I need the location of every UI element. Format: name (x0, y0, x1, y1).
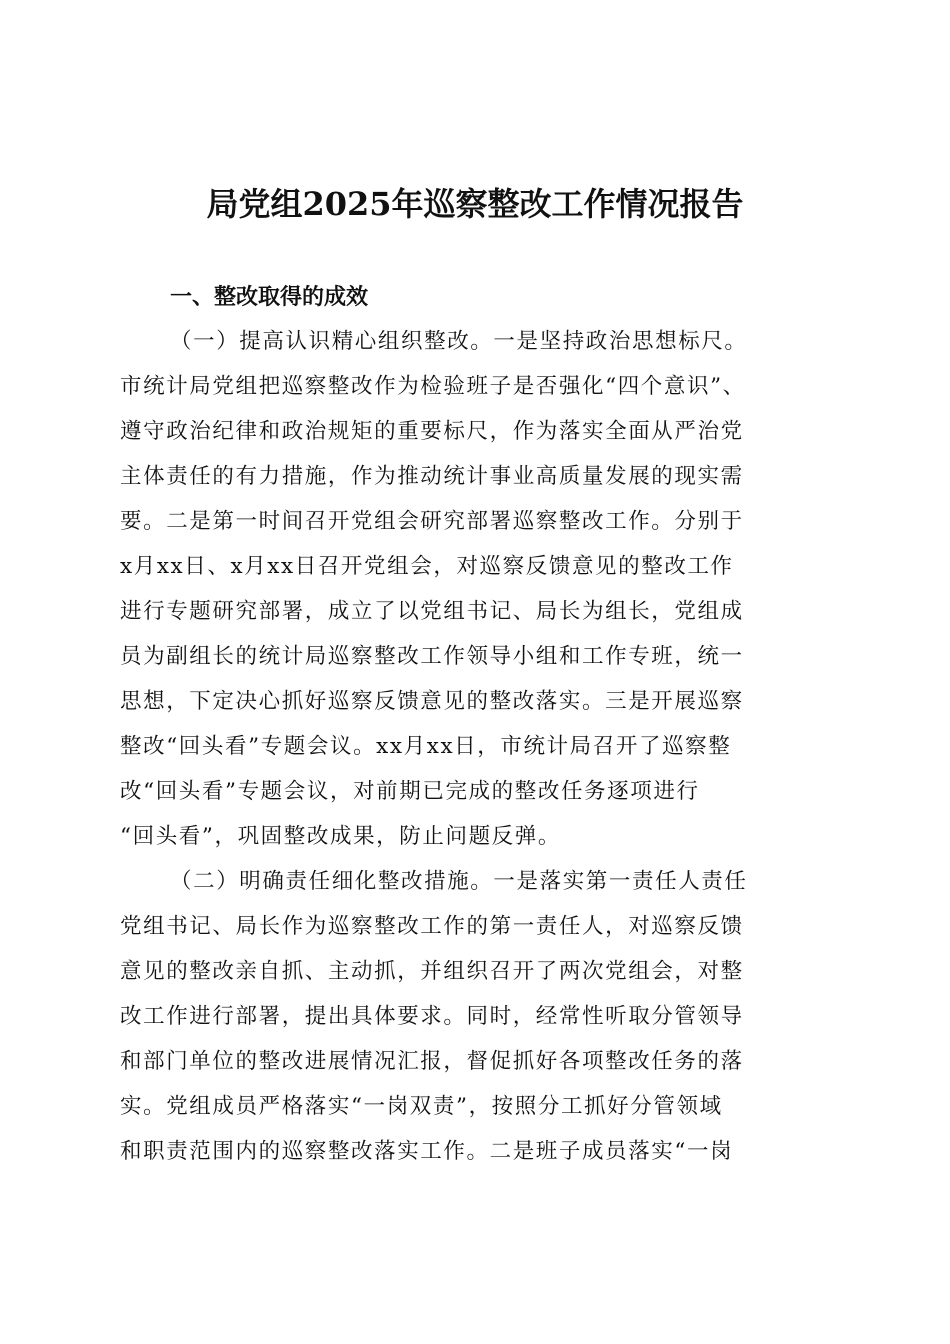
paragraph-line: 党组书记、局长作为巡察整改工作的第一责任人，对巡察反馈 (120, 914, 744, 939)
paragraph-line: “回头看”，巩固整改成果，防止问题反弹。 (120, 824, 561, 849)
paragraph-line: 实。党组成员严格落实“一岗双责”，按照分工抓好分管领域 (120, 1094, 723, 1119)
paragraph-line: 遵守政治纪律和政治规矩的重要标尺，作为落实全面从严治党 (120, 419, 744, 444)
paragraph-line: 和职责范围内的巡察整改落实工作。二是班子成员落实“一岗 (120, 1139, 734, 1164)
document-title: 局党组2025年巡察整改工作情况报告 (206, 185, 744, 223)
paragraph-line: 整改“回头看”专题会议。xx月xx日，市统计局召开了巡察整 (120, 734, 732, 759)
paragraph-line: （二）明确责任细化整改措施。一是落实第一责任人责任 (170, 869, 748, 894)
paragraph-line: 和部门单位的整改进展情况汇报，督促抓好各项整改任务的落 (120, 1049, 744, 1074)
paragraph-line: 进行专题研究部署，成立了以党组书记、局长为组长，党组成 (120, 599, 744, 624)
paragraph-line: 要。二是第一时间召开党组会研究部署巡察整改工作。分别于 (120, 509, 744, 534)
paragraph-line: 市统计局党组把巡察整改作为检验班子是否强化“四个意识”、 (120, 374, 746, 399)
section-heading: 一、整改取得的成效 (170, 285, 369, 310)
paragraph-line: 员为副组长的统计局巡察整改工作领导小组和工作专班，统一 (120, 644, 744, 669)
paragraph-line: 思想，下定决心抓好巡察反馈意见的整改落实。三是开展巡察 (120, 689, 744, 714)
paragraph-line: （一）提高认识精心组织整改。一是坚持政治思想标尺。 (170, 329, 748, 354)
paragraph-line: 改“回头看”专题会议，对前期已完成的整改任务逐项进行 (120, 779, 700, 804)
paragraph-line: 意见的整改亲自抓、主动抓，并组织召开了两次党组会，对整 (120, 959, 744, 984)
paragraph-line: x月xx日、x月xx日召开党组会，对巡察反馈意见的整改工作 (120, 554, 734, 579)
paragraph-line: 主体责任的有力措施，作为推动统计事业高质量发展的现实需 (120, 464, 744, 489)
paragraph-line: 改工作进行部署，提出具体要求。同时，经常性听取分管领导 (120, 1004, 744, 1029)
